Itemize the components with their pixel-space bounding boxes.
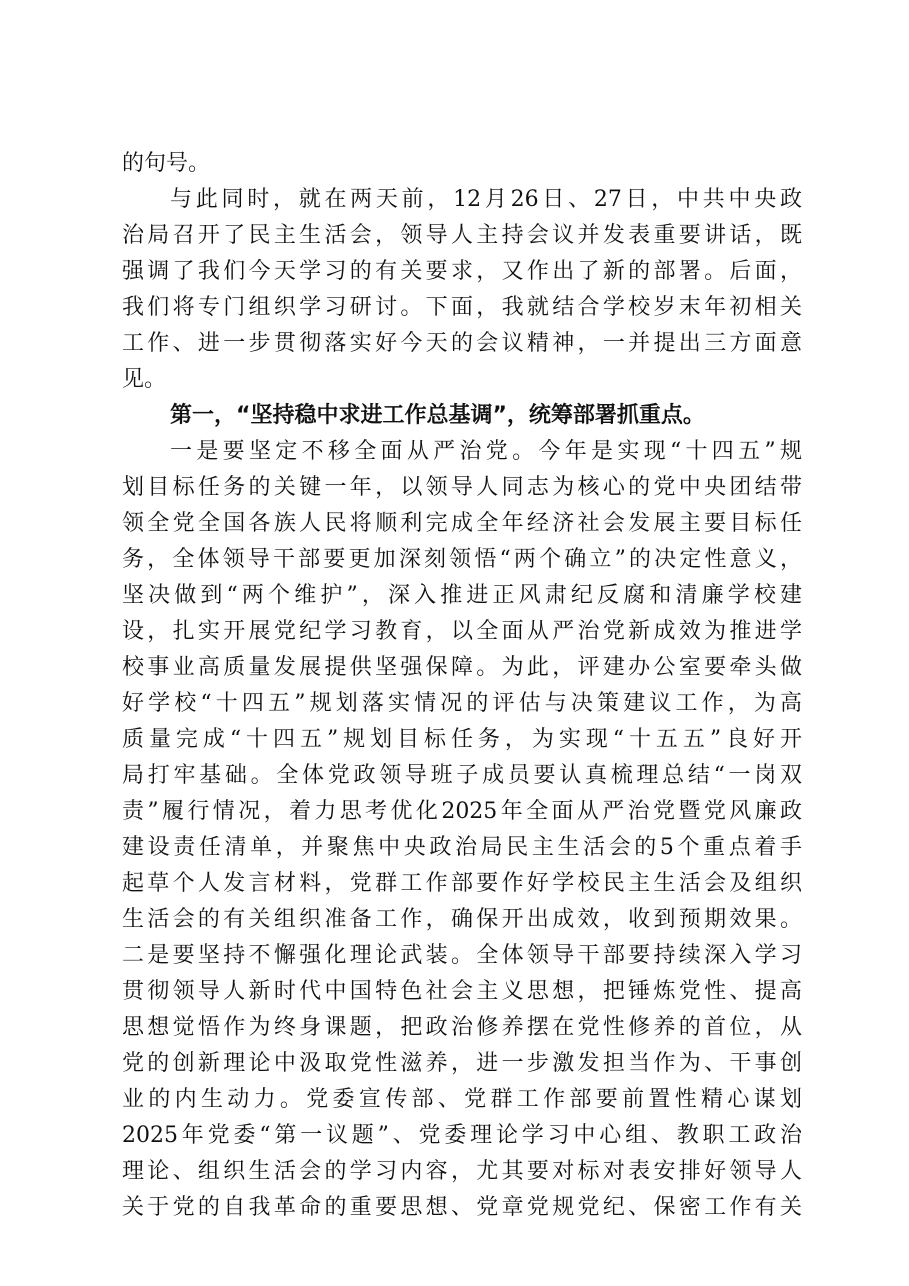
text-line: 业的内生动力。党委宣传部、党群工作部要前置性精心谋划 (122, 1087, 802, 1112)
text-line: 二是要坚持不懈强化理论武装。全体领导干部要持续深入学习 (122, 943, 802, 968)
text-line: 理论、组织生活会的学习内容，尤其要对标对表安排好领导人 (122, 1159, 802, 1184)
text-line: 起草个人发言材料，党群工作部要作好学校民主生活会及组织 (122, 871, 802, 896)
text-line: 贯彻领导人新时代中国特色社会主义思想，把锤炼党性、提高 (122, 979, 802, 1004)
text-line: 的句号。 (122, 151, 211, 176)
text-line: 责”履行情况，着力思考优化2025年全面从严治党暨党风廉政 (122, 799, 802, 824)
text-line: 设，扎实开展党纪学习教育，以全面从严治党新成效为推进学 (122, 619, 802, 644)
text-line: 2025年党委“第一议题”、党委理论学习中心组、教职工政治 (122, 1123, 802, 1148)
text-line: 建设责任清单，并聚焦中央政治局民主生活会的5个重点着手 (122, 835, 802, 860)
text-line: 与此同时，就在两天前，12月26日、27日，中共中央政 (170, 187, 802, 212)
text-line: 党的创新理论中汲取党性滋养，进一步激发担当作为、干事创 (122, 1051, 802, 1076)
text-line: 我们将专门组织学习研讨。下面，我就结合学校岁末年初相关 (122, 295, 802, 320)
text-line: 思想觉悟作为终身课题，把政治修养摆在党性修养的首位，从 (122, 1015, 802, 1040)
text-line: 工作、进一步贯彻落实好今天的会议精神，一并提出三方面意 (122, 331, 802, 356)
section-heading: 第一，“坚持稳中求进工作总基调”，统筹部署抓重点。 (170, 403, 705, 428)
text-line: 好学校“十四五”规划落实情况的评估与决策建议工作，为高 (122, 691, 802, 716)
text-line: 见。 (122, 367, 167, 392)
text-line: 领全党全国各族人民将顺利完成全年经济社会发展主要目标任 (122, 511, 802, 536)
text-line: 划目标任务的关键一年，以领导人同志为核心的党中央团结带 (122, 475, 802, 500)
text-line: 生活会的有关组织准备工作，确保开出成效，收到预期效果。 (122, 907, 802, 932)
text-line: 关于党的自我革命的重要思想、党章党规党纪、保密工作有关 (122, 1195, 802, 1220)
text-line: 坚决做到“两个维护”，深入推进正风肃纪反腐和清廉学校建 (122, 583, 802, 608)
text-line: 治局召开了民主生活会，领导人主持会议并发表重要讲话，既 (122, 223, 802, 248)
text-line: 强调了我们今天学习的有关要求，又作出了新的部署。后面， (122, 259, 802, 284)
text-line: 校事业高质量发展提供坚强保障。为此，评建办公室要牵头做 (122, 655, 802, 680)
text-line: 质量完成“十四五”规划目标任务，为实现“十五五”良好开 (122, 727, 802, 752)
text-line: 务，全体领导干部要更加深刻领悟“两个确立”的决定性意义， (122, 547, 802, 572)
text-line: 局打牢基础。全体党政领导班子成员要认真梳理总结“一岗双 (122, 763, 802, 788)
text-line: 一是要坚定不移全面从严治党。今年是实现“十四五”规 (170, 439, 802, 464)
